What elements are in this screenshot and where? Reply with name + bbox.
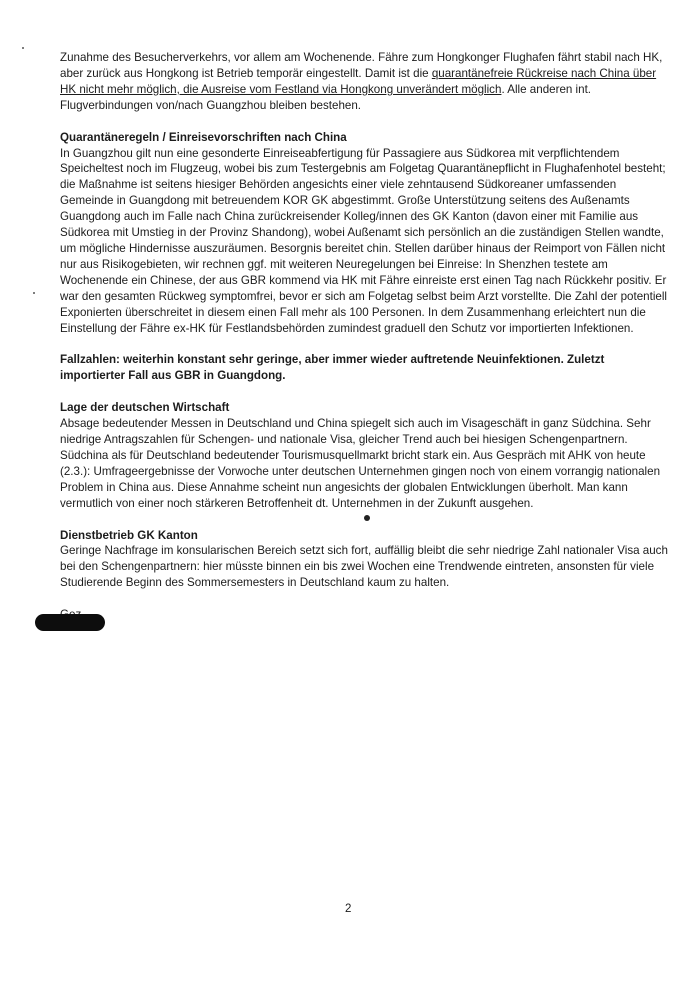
redaction-mark [35, 614, 105, 631]
section-text-service: Geringe Nachfrage im konsularischen Bereich setzt sich fort, auffällig bleibt die sehr niedrige Zahl nationaler Visa auch bei den Schengenpartnern: hier müsste binnen ein bis zwei Wochen eine Trendwende eintreten, ansonsten für viele Studierende Beginn des Sommersemesters in Deutschland kaum zu halten. [60, 544, 668, 590]
intro-underlined-text: quarantänefreie Rückreise nach China über HK nicht mehr möglich, die Ausreise vom Festland via Hongkong unverändert möglich [60, 66, 657, 96]
section-text-quarantine: In Guangzhou gilt nun eine gesonderte Einreiseabfertigung für Passagiere aus Südkorea mit verpflichtendem Speicheltest noch im Flugzeug, wobei bis zum Testergebnis am Folgetag Quarantänepflicht in Flughafenhotel besteht; die Maßnahme ist seitens hiesiger Behörden angesichts einer viele zehntausend Südkoreaner umfassenden Gemeinde in Guangdong mit betreuendem KOR GK abgestimmt. Große Unterstützung seitens des Außenamts Guangdong auch im Falle nach China zurückreisender Kolleg/innen des GK Kanton (davon einer mit Familie aus Südkorea mit Umstieg in der Provinz Shandong), wobei Außenamt sich persönlich an die zuständigen Stellen wandte, um mögliche Hindernisse auszuräumen. Besorgnis bereitet chin. Stellen darüber hinaus der Reimport von Fällen nicht nur aus Risikogebieten, wir rechnen ggf. mit weiteren Neuregelungen bei Einreise: In Shenzhen testete am Wochenende ein Chinese, der aus GBR kommend via HK mit Fähre einreiste erst einen Tag nach Rückkehr positiv. Er war den gesamten Rückweg symptomfrei, bevor er sich am Folgetag selbst beim Arzt vorstellte. Die Zahl der potentiell Exponierten überschreitet in diesem einen Fall mehr als 100 Personen. In dem Zusammenhang erleichtert nun die Einstellung der Fähre ex-HK für Festlandsbehörden zumindest graduell den Schutz vor importierten Infektionen. [60, 146, 668, 335]
intro-text-a: Zunahme des Besucherverkehrs, vor allem am Wochenende. Fähre zum Hongkonger Flughafen fährt stabil nach HK, aber zurück aus Hongkong ist Betrieb temporär eingestellt. Damit ist die [60, 51, 663, 80]
scan-speck [33, 292, 35, 294]
spacer [60, 384, 672, 400]
section-heading-economy: Lage der deutschen Wirtschaft [60, 401, 230, 415]
scan-speck [364, 515, 370, 521]
document-body [60, 50, 672, 623]
intro-text-b: . Alle anderen int. Flugverbindungen von/nach Guangzhou bleiben bestehen. [60, 82, 592, 112]
page-number: 2 [345, 903, 352, 915]
section-heading-quarantine: Quarantäneregeln / Einreisevorschriften nach China [60, 130, 347, 144]
spacer [60, 591, 672, 607]
intro-paragraph [60, 50, 672, 114]
section-heading-service: Dienstbetrieb GK Kanton [60, 528, 198, 542]
section-text-economy: Absage bedeutender Messen in Deutschland und China spiegelt sich auch im Visageschäft in ganz Südchina. Sehr niedrige Antragszahlen für Schengen- und nationale Visa, gleicher Trend auch bei hiesigen Schengenpartnern. Südchina als für Deutschland bedeutender Tourismusquellmarkt bricht stark ein. Aus Gespräch mit AHK von heute (2.3.): Umfrageergebnisse der Vorwoche unter deutschen Unternehmen gingen noch von einem vorrangig nationalen Problem in China aus. Diese Annahme scheint nun angesichts der globalen Entwicklungen überholt. Man kann vermutlich von einer noch stärkeren Betroffenheit dt. Unternehmen in der Zukunft ausgehen. [60, 417, 661, 510]
signature-label [60, 607, 672, 623]
spacer [60, 114, 672, 130]
spacer [60, 336, 672, 352]
scan-speck [22, 47, 24, 49]
case-numbers-summary: Fallzahlen: weiterhin konstant sehr geringe, aber immer wieder auftretende Neuinfektionen. Zuletzt importierter Fall aus GBR in Guangdong. [60, 353, 605, 383]
